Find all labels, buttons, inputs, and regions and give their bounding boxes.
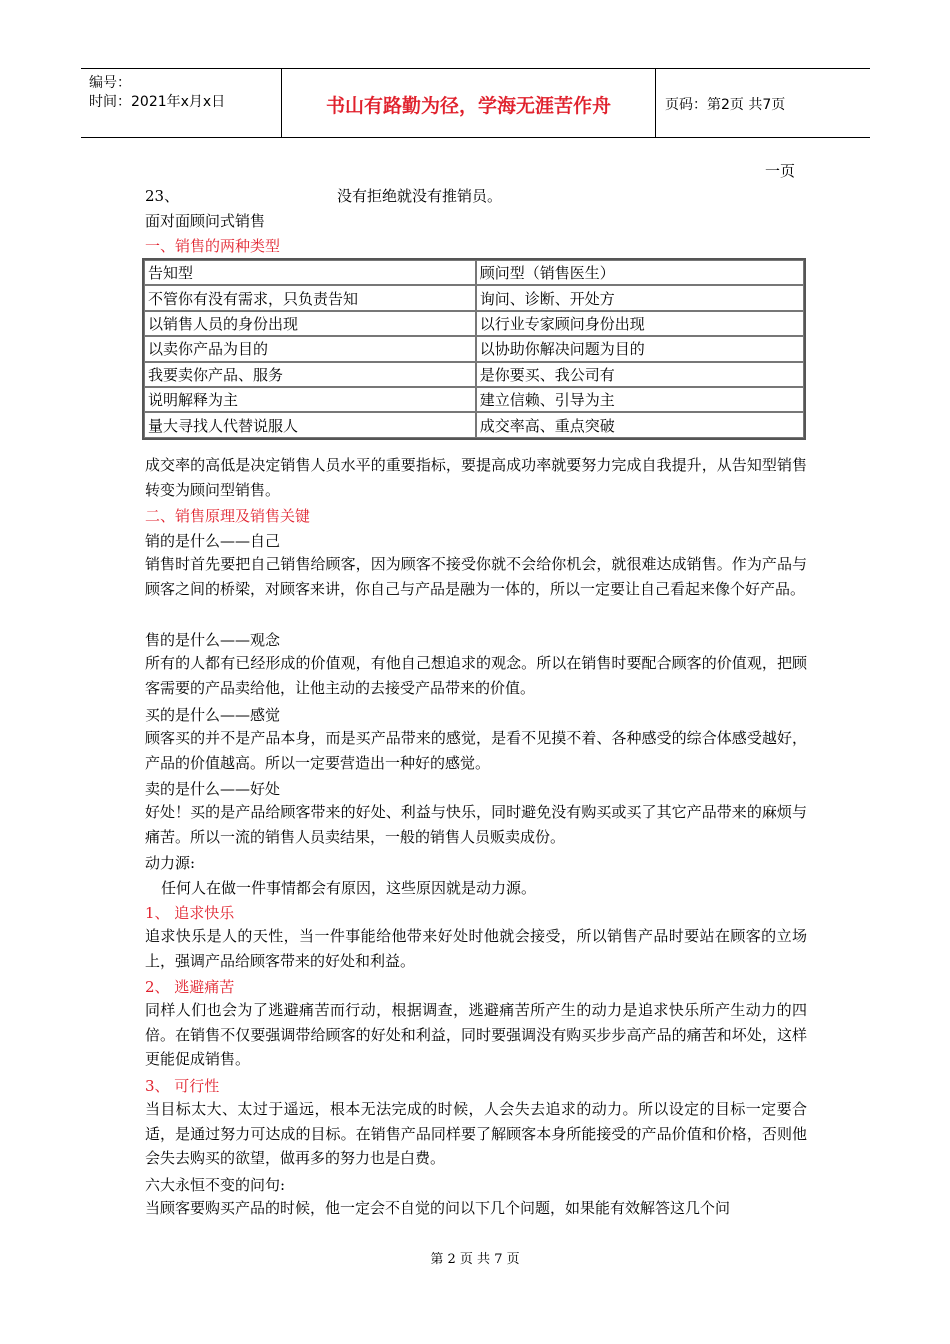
- table-cell: 说明解释为主: [144, 387, 476, 412]
- table-row: [144, 387, 804, 412]
- table-row: [144, 412, 804, 437]
- table-cell: 以卖你产品为目的: [144, 336, 476, 361]
- table-cell: 询问、诊断、开处方: [476, 285, 804, 310]
- paragraph-3: 顾客买的并不是产品本身，而是买产品带来的感觉，是看不见摸不着、各种感受的综合体感受越好，产品的价值越高。所以一定要营造出一种好的感觉。: [145, 729, 807, 772]
- table-cell: 以销售人员的身份出现: [144, 311, 476, 336]
- section-2-title: 二、销售原理及销售关键: [145, 507, 311, 525]
- header-page-info: 页码：第2页 共7页: [665, 97, 786, 113]
- table-row: [144, 311, 804, 336]
- motivation-item-1-text: 追求快乐是人的天性，当一件事能给他带来好处时他就会接受，所以销售产品时要站在顾客的立场上，强调产品给顾客带来的好处和利益。: [145, 927, 807, 970]
- motivation-item-1-title: 1、 追求快乐: [145, 904, 235, 922]
- time-label: 时间：2021年x月x日: [89, 94, 226, 110]
- header-meta: [81, 69, 281, 137]
- question-2: 售的是什么——观念: [145, 631, 281, 649]
- page-header: [81, 68, 870, 138]
- table-cell: 是你要买、我公司有: [476, 362, 804, 387]
- table-cell: 建立信赖、引导为主: [476, 387, 804, 412]
- section-1-title: 一、销售的两种类型: [145, 237, 281, 255]
- table-row: [144, 285, 804, 310]
- number-label: 编号：: [89, 75, 131, 91]
- table-cell: 以行业专家顾问身份出现: [476, 311, 804, 336]
- motivation-item-2-text: 同样人们也会为了逃避痛苦而行动，根据调查，逃避痛苦所产生的动力是追求快乐所产生动力的四倍。在销售不仅要强调带给顾客的好处和利益，同时要强调没有购买步步高产品的痛苦和坏处，这样更能促成销售。: [145, 1001, 807, 1068]
- question-4: 卖的是什么——好处: [145, 780, 281, 798]
- table-cell: 顾问型（销售医生）: [476, 260, 804, 285]
- six-questions-intro: 当顾客要购买产品的时候，他一定会不自觉的问以下几个问题，如果能有效解答这几个问: [145, 1199, 731, 1217]
- item-23-number: 23、: [145, 187, 180, 205]
- paragraph-1: 销售时首先要把自己销售给顾客，因为顾客不接受你就不会给你机会，就很难达成销售。作为产品与顾客之间的桥梁，对顾客来讲，你自己与产品是融为一体的，所以一定要让自己看起来像个好产品。: [145, 555, 807, 598]
- paragraph-2: 所有的人都有已经形成的价值观，有他自己想追求的观念。所以在销售时要配合顾客的价值观，把顾客需要的产品卖给他，让他主动的去接受产品带来的价值。: [145, 654, 807, 697]
- motivation-label: 动力源:: [145, 854, 196, 872]
- top-fragment: 一页: [765, 162, 796, 180]
- table-cell: 量大寻找人代替说服人: [144, 412, 476, 437]
- table-cell: 以协助你解决问题为目的: [476, 336, 804, 361]
- table-cell: 告知型: [144, 260, 476, 285]
- table-row: [144, 362, 804, 387]
- table-row: [144, 260, 804, 285]
- motivation-item-3-title: 3、 可行性: [145, 1077, 220, 1095]
- paragraph-4: 好处！买的是产品给顾客带来的好处、利益与快乐，同时避免没有购买或买了其它产品带来的麻烦与痛苦。所以一流的销售人员卖结果，一般的销售人员贩卖成份。: [145, 803, 807, 846]
- section-1-summary: 成交率的高低是决定销售人员水平的重要指标，要提高成功率就要努力完成自我提升，从告知型销售转变为顾问型销售。: [145, 456, 807, 499]
- header-page-cell: [655, 69, 870, 137]
- table-cell: 成交率高、重点突破: [476, 412, 804, 437]
- six-questions-label: 六大永恒不变的问句:: [145, 1176, 286, 1194]
- table-cell: 不管你有没有需求，只负责告知: [144, 285, 476, 310]
- subtitle: 面对面顾问式销售: [145, 212, 266, 230]
- motivation-item-2-title: 2、 逃避痛苦: [145, 978, 235, 996]
- sales-types-table: [142, 258, 806, 440]
- table-row: [144, 336, 804, 361]
- table-cell: 我要卖你产品、服务: [144, 362, 476, 387]
- motivation-item-3-text: 当目标太大、太过于遥远，根本无法完成的时候，人会失去追求的动力。所以设定的目标一定要合适，是通过努力可达成的目标。在销售产品同样要了解顾客本身所能接受的产品价值和价格，否则他会失去购买的欲望，做再多的努力也是白费。: [145, 1100, 807, 1167]
- question-3: 买的是什么——感觉: [145, 706, 281, 724]
- header-motto: 书山有路勤为径，学海无涯苦作舟: [325, 95, 611, 117]
- header-motto-cell: [281, 69, 656, 137]
- motivation-intro: 任何人在做一件事情都会有原因，这些原因就是动力源。: [161, 879, 537, 897]
- question-1: 销的是什么——自己: [145, 532, 281, 550]
- page-footer: 第 2 页 共 7 页: [430, 1252, 520, 1267]
- item-23-text: 没有拒绝就没有推销员。: [337, 187, 503, 205]
